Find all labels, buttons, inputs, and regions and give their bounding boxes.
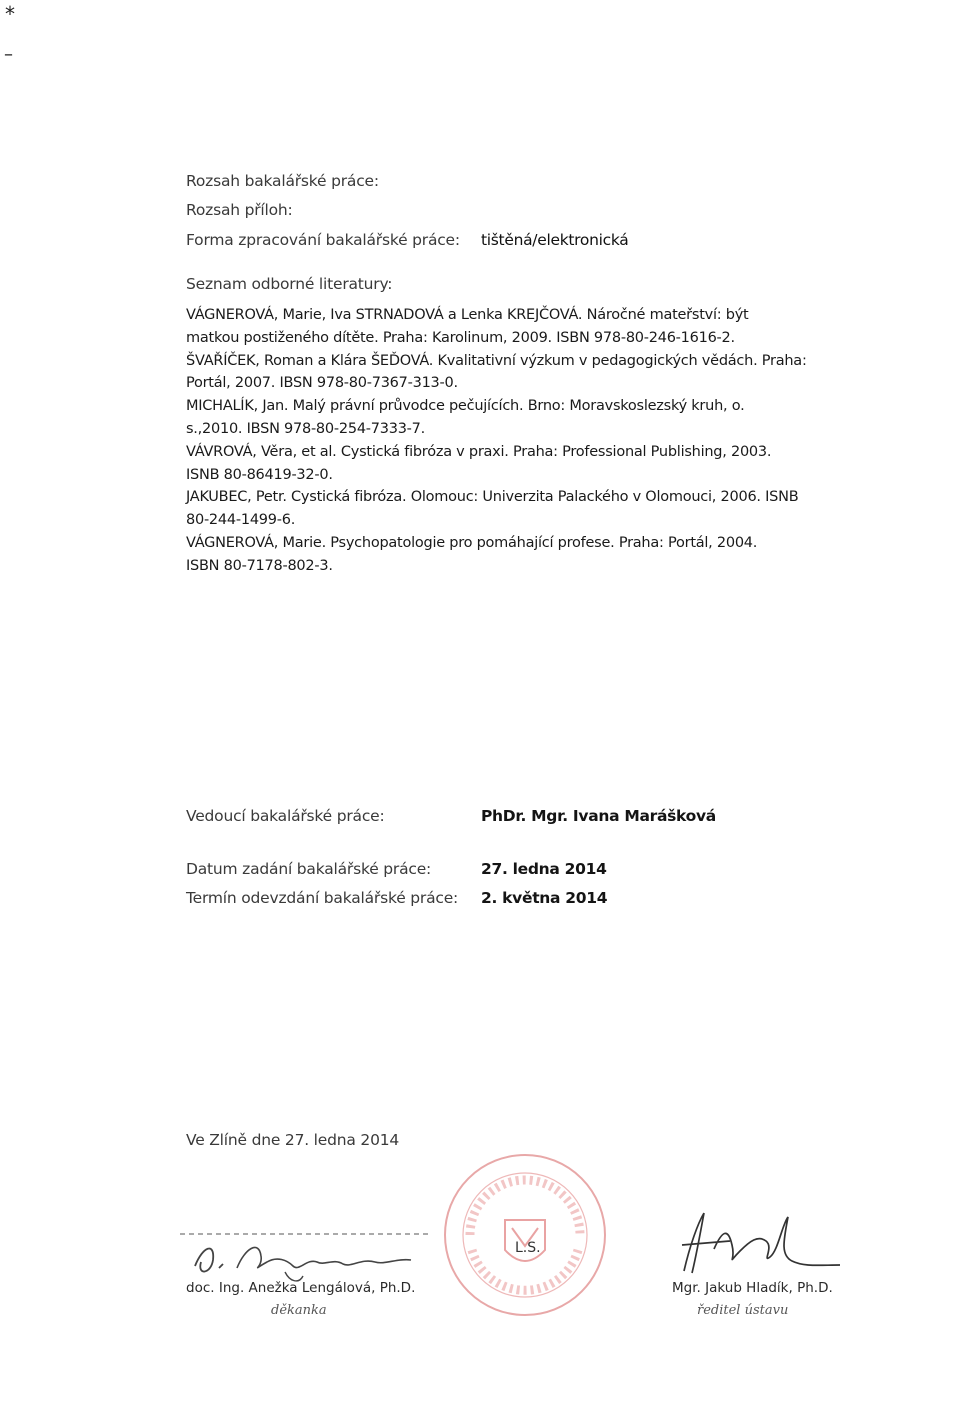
left-signatory-role: děkanka [271,1303,327,1318]
forma-value: tištěná/elektronická [481,231,629,249]
literature-line: ISNB 80-86419-32-0. [186,466,333,483]
odevzdani-value: 2. května 2014 [481,889,608,907]
literature-line: VÁGNEROVÁ, Marie, Iva STRNADOVÁ a Lenka KREJČOVÁ. Náročné mateřství: být [186,307,749,323]
corner-asterisk: * [5,2,15,26]
corner-dash: – [4,44,13,65]
right-signatory-role: ředitel ústavu [697,1303,789,1318]
rozsah-prace-label: Rozsah bakalářské práce: [186,172,379,190]
left-signature-scribble [175,1218,440,1288]
literature-line: Portál, 2007. IBSN 978-80-7367-313-0. [186,375,458,392]
literature-line: 80-244-1499-6. [186,512,296,529]
literature-line: ISBN 80-7178-802-3. [186,557,333,574]
literature-heading: Seznam odborné literatury: [186,275,393,293]
literature-line: ŠVAŘÍČEK, Roman a Klára ŠEĎOVÁ. Kvalitativní výzkum v pedagogických vědách. Praha: [186,352,807,369]
right-signatory-name: Mgr. Jakub Hladík, Ph.D. [672,1280,833,1296]
supervisor-label: Vedoucí bakalářské práce: [186,807,385,825]
rozsah-priloh-label: Rozsah příloh: [186,201,293,219]
seal-mark: L.S. [515,1240,541,1256]
literature-line: VÁVROVÁ, Věra, et al. Cystická fibróza v praxi. Praha: Professional Publishing, 2003. [186,443,772,460]
right-signature-scribble [670,1205,845,1280]
zadani-value: 27. ledna 2014 [481,860,607,878]
forma-label: Forma zpracování bakalářské práce: [186,231,460,249]
left-signatory-name: doc. Ing. Anežka Lengálová, Ph.D. [186,1280,416,1296]
place-date: Ve Zlíně dne 27. ledna 2014 [186,1131,400,1149]
literature-list [186,304,866,578]
literature-line: JAKUBEC, Petr. Cystická fibróza. Olomouc: Univerzita Palackého v Olomouci, 2006. ISNB [186,489,799,506]
literature-line: s.,2010. IBSN 978-80-254-7333-7. [186,420,425,437]
official-seal [440,1150,610,1320]
odevzdani-label: Termín odevzdání bakalářské práce: [186,889,459,907]
literature-line: VÁGNEROVÁ, Marie. Psychopatologie pro pomáhající profese. Praha: Portál, 2004. [186,534,758,551]
literature-line: MICHALÍK, Jan. Malý právní průvodce pečujících. Brno: Moravskoslezský kruh, o. [186,398,745,415]
supervisor-value: PhDr. Mgr. Ivana Marášková [481,807,716,825]
zadani-label: Datum zadání bakalářské práce: [186,860,432,878]
literature-line: matkou postiženého dítěte. Praha: Karolinum, 2009. ISBN 978-80-246-1616-2. [186,329,735,346]
